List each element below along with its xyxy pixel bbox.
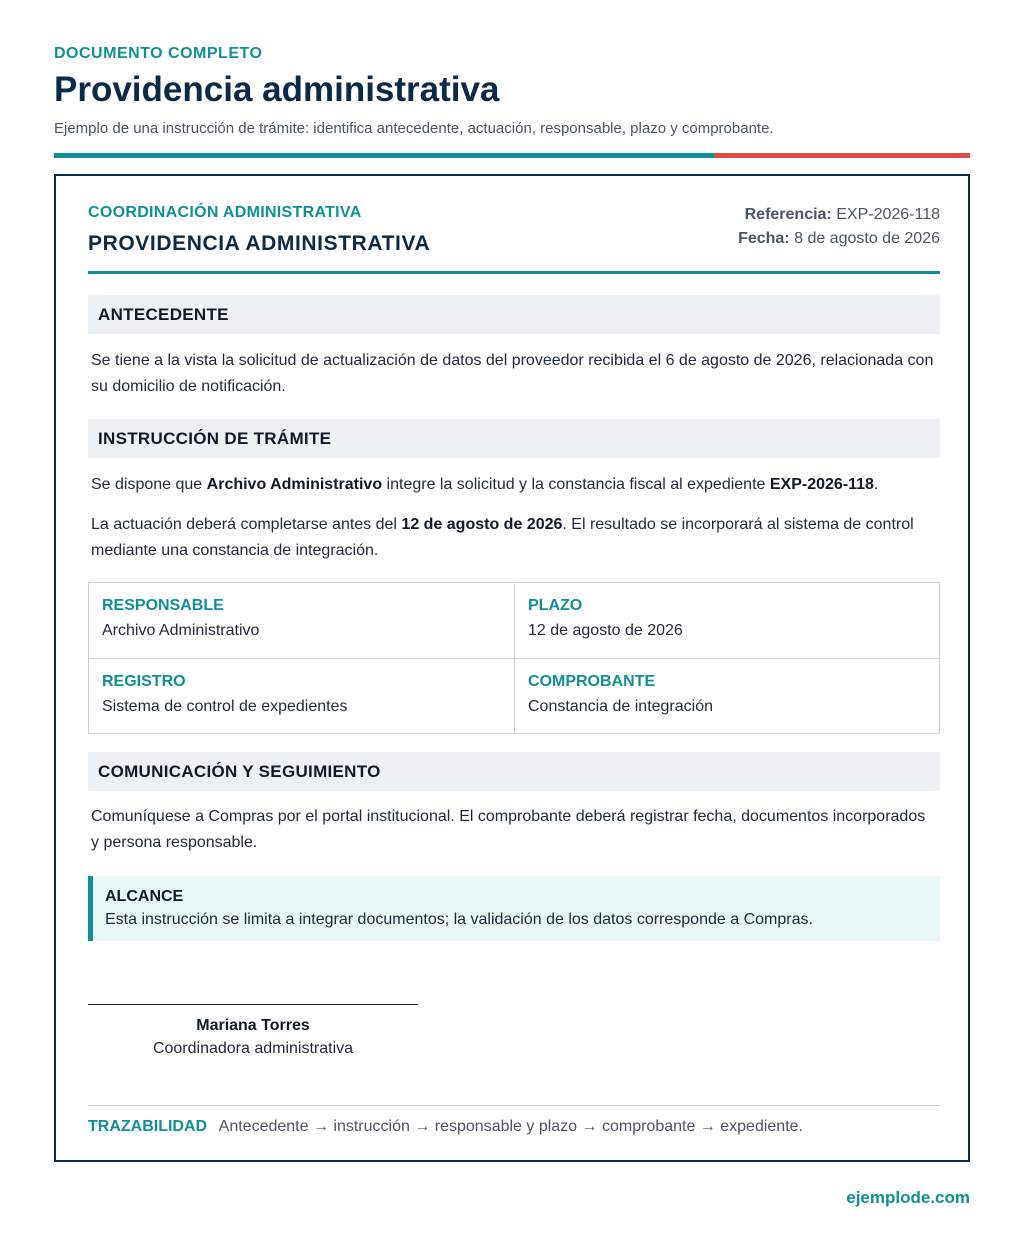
instruccion-p2-text-a: La actuación deberá completarse antes del [91, 516, 402, 533]
document-card [54, 174, 970, 1162]
instruccion-p1-text-e: . [873, 476, 879, 493]
reference-line [738, 203, 940, 227]
grid-cell-registro [89, 658, 514, 733]
grid-cell-label: RESPONSABLE [102, 597, 224, 614]
trazabilidad-footer [88, 1105, 940, 1137]
instruccion-p2-plazo: 12 de agosto de 2026 [401, 516, 563, 533]
trazabilidad-text: Antecedente → instrucción → responsable y plazo → comprobante → expediente. [218, 1118, 803, 1135]
section-comunicacion-heading: COMUNICACIÓN Y SEGUIMIENTO [88, 752, 940, 791]
date-line [738, 227, 940, 251]
grid-cell-responsable [89, 583, 514, 658]
document-body [88, 176, 940, 1135]
grid-cell-label: REGISTRO [102, 673, 186, 690]
comunicacion-text: Comuníquese a Compras por el portal institucional. El comprobante deberá registrar fecha, documentos incorporados y persona responsable. [91, 808, 926, 851]
document-header [88, 176, 940, 274]
date-value: 8 de agosto de 2026 [794, 230, 940, 247]
section-instruccion-heading: INSTRUCCIÓN DE TRÁMITE [88, 419, 940, 458]
instruccion-p2-text-c: . El resultado se incorporará al sistema de control mediante una constancia de integración. [91, 516, 914, 559]
signature-role: Coordinadora administrativa [152, 1040, 354, 1057]
grid-cell-comprobante [514, 658, 939, 733]
details-grid [88, 582, 940, 734]
instruccion-p1-expediente: EXP-2026-118 [769, 476, 874, 493]
alcance-note [88, 876, 940, 941]
page-subtitle: Ejemplo de una instrucción de trámite: identifica antecedente, actuación, responsable, plazo y comprobante. [54, 120, 774, 137]
instruccion-p1-text-a: Se dispone que [91, 476, 207, 493]
instruccion-paragraph-1 [88, 472, 940, 498]
trazabilidad-label: TRAZABILIDAD [88, 1118, 208, 1135]
reference-label: Referencia: [744, 206, 832, 223]
accent-bar-red [714, 153, 970, 158]
instruccion-p1-responsable: Archivo Administrativo [206, 476, 383, 493]
grid-cell-value: 12 de agosto de 2026 [528, 622, 683, 639]
brand-logo-text[interactable]: ejemplode.com [846, 1188, 970, 1207]
date-label: Fecha: [738, 230, 790, 247]
alcance-title: ALCANCE [105, 888, 184, 905]
accent-bar-teal [54, 153, 714, 158]
grid-cell-value: Archivo Administrativo [102, 622, 260, 639]
page-title: Providencia administrativa [54, 70, 500, 109]
grid-cell-plazo [514, 583, 939, 658]
document-title: PROVIDENCIA ADMINISTRATIVA [88, 232, 431, 255]
signature-block [88, 1004, 418, 1058]
grid-cell-value: Sistema de control de expedientes [102, 698, 348, 715]
alcance-text: Esta instrucción se limita a integrar documentos; la validación de los datos corresponde a Compras. [105, 911, 813, 928]
document-meta [738, 203, 940, 251]
reference-value: EXP-2026-118 [836, 206, 940, 223]
grid-cell-value: Constancia de integración [528, 698, 714, 715]
grid-cell-label: COMPROBANTE [528, 673, 656, 690]
page-eyebrow: DOCUMENTO COMPLETO [54, 45, 263, 62]
instruccion-p1-text-c: integre la solicitud y la constancia fiscal al expediente [382, 476, 770, 493]
accent-bar [54, 153, 970, 158]
antecedente-text: Se tiene a la vista la solicitud de actualización de datos del proveedor recibida el 6 de agosto de 2026, relacionada con su domicilio de notificación. [91, 352, 934, 395]
signature-name: Mariana Torres [196, 1017, 310, 1034]
document-org: COORDINACIÓN ADMINISTRATIVA [88, 204, 362, 221]
page-header [54, 44, 970, 138]
instruccion-paragraph-2 [88, 512, 940, 564]
section-antecedente-heading: ANTECEDENTE [88, 295, 940, 334]
grid-cell-label: PLAZO [528, 597, 583, 614]
